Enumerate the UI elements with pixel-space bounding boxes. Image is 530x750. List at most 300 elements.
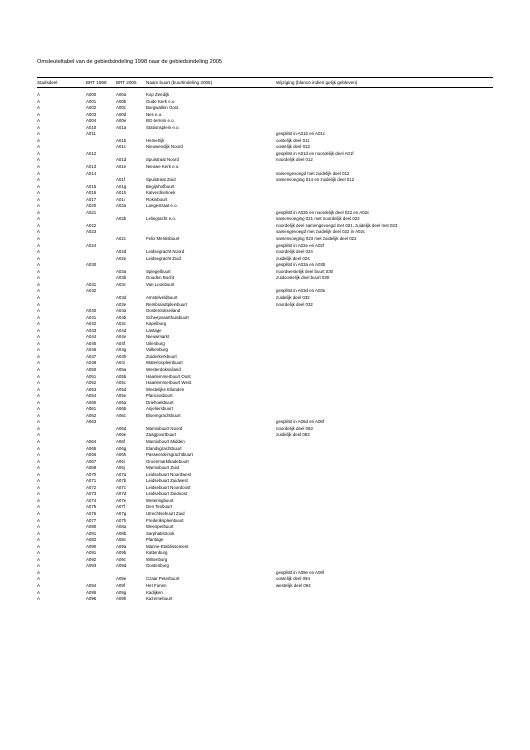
cell-brt-2005: A08c [116,537,127,543]
cell-brt-1998: A053 [86,386,97,392]
cell-brt-1998: A012 [86,150,97,156]
cell-stadsdeel: A [37,255,40,261]
cell-naam-buurt: Leidsegracht Noord [146,249,185,255]
cell-brt-2005: A09f [116,583,126,589]
cell-naam-buurt: Leidsegracht Zuid [146,255,181,261]
cell-wijziging: oostelijk deel 012 [276,144,310,150]
cell-brt-1998: A054 [86,393,97,399]
cell-wijziging: gesplitst in A01d en noordelijk deel A01f [276,150,354,156]
cell-brt-1998: A022 [86,222,97,228]
cell-naam-buurt: Weesperbuurt [146,524,174,530]
cell-brt-2005: A06a [116,399,127,405]
cell-naam-buurt: Marnixbuurt Zuid [146,465,179,471]
cell-brt-2005: A09a [116,543,127,549]
cell-stadsdeel: A [37,583,40,589]
cell-stadsdeel: A [37,92,40,97]
cell-stadsdeel: A [37,301,40,307]
cell-wijziging: samenvoeging 014 en zuidelijk deel 012 [276,177,355,183]
cell-brt-1998: A042 [86,321,97,327]
cell-brt-2005: A03b [116,275,127,281]
cell-brt-2005: A04b [116,314,127,320]
cell-stadsdeel: A [37,229,40,235]
cell-wijziging: oostelijk deel 011 [276,137,310,143]
cell-brt-1998: A051 [86,373,97,379]
cell-stadsdeel: A [37,563,40,569]
cell-brt-2005: A01f [116,177,126,183]
cell-naam-buurt: Van Loonbuurt [146,281,175,287]
cell-brt-2005: A08a [116,524,127,530]
cell-brt-1998: A074 [86,497,97,503]
cell-brt-2005: A04h [116,353,127,359]
cell-brt-2005: A09c [116,556,127,562]
cell-brt-1998: A031 [86,281,97,287]
cell-naam-buurt: Marine-Etablissement [146,543,189,549]
cell-brt-1998: A076 [86,511,97,516]
cell-brt-1998: A045 [86,340,97,346]
cell-naam-buurt: Weteringbuurt [146,497,174,503]
cell-brt-2005: A00d [116,111,127,117]
cell-brt-2005: A01c [116,144,127,150]
table-header [37,77,493,88]
cell-naam-buurt: Den Texbuurt [146,504,173,510]
cell-stadsdeel: A [37,131,40,137]
cell-naam-buurt: Spuistraat Zuid [146,177,176,183]
cell-stadsdeel: A [37,209,40,215]
cell-brt-1998: A032 [86,288,97,294]
cell-brt-2005: A07g [116,511,127,516]
cell-stadsdeel: A [37,543,40,549]
cell-brt-1998: A080 [86,524,97,530]
cell-brt-2005: A06f [116,438,126,444]
header-naam-buurt: Naam buurt (buurtindeling 2005) [146,79,213,85]
cell-naam-buurt: Scheepvaarthuisbuurt [146,314,189,320]
cell-stadsdeel: A [37,314,40,320]
cell-stadsdeel: A [37,321,40,327]
header-brt-2005: BRT 2005 [116,79,137,85]
cell-brt-2005: A09d [116,563,127,569]
cell-brt-2005: A06b [116,406,127,412]
cell-stadsdeel: A [37,550,40,556]
cell-naam-buurt: Waterloopleinbuurt [146,360,183,366]
cell-brt-1998: A090 [86,543,97,549]
cell-naam-buurt: Nieuwendijk Noord [146,144,183,150]
cell-brt-1998: A081 [86,530,97,536]
cell-brt-2005: A07a [116,471,127,477]
cell-brt-1998: A067 [86,458,97,464]
cell-brt-1998: A064 [86,438,97,444]
cell-brt-1998: A063 [86,419,97,425]
cell-brt-2005: A07d [116,491,127,497]
cell-naam-buurt: BG-terrein e.o. [146,118,175,124]
cell-stadsdeel: A [37,425,40,431]
cell-stadsdeel: A [37,497,40,503]
cell-brt-2005: A01e [116,164,127,170]
cell-naam-buurt: Gouden Bocht [146,275,175,281]
cell-stadsdeel: A [37,288,40,294]
cell-naam-buurt: Valkenburg [146,347,168,353]
cell-brt-2005: A03d [116,294,127,300]
cell-naam-buurt: Zuiderkerkbuurt [146,353,177,359]
cell-brt-2005: A02a [116,203,127,209]
cell-wijziging: zuidoostelijk deel buurt 030 [276,275,330,281]
cell-stadsdeel: A [37,275,40,281]
cell-stadsdeel: A [37,452,40,458]
cell-stadsdeel: A [37,458,40,464]
cell-brt-2005: A06j [116,465,125,471]
cell-brt-1998: A075 [86,504,97,510]
header-wijziging: Wijziging (blanco indien gelijk gebleven) [276,79,358,85]
cell-brt-2005: A00b [116,98,127,104]
cell-wijziging: gesplitst in A03a en A03b [276,262,326,268]
cell-naam-buurt: Felix Meritisbuurt [146,236,180,242]
cell-brt-2005: A00c [116,105,127,111]
cell-stadsdeel: A [37,399,40,405]
cell-brt-1998: A043 [86,327,97,333]
cell-brt-2005: A01i [116,196,125,202]
cell-brt-2005: A05a [116,366,127,372]
cell-naam-buurt: Zaagpoortbuurt [146,432,177,438]
cell-stadsdeel: A [37,347,40,353]
cell-brt-1998: A070 [86,471,97,477]
cell-stadsdeel: A [37,380,40,386]
cell-brt-2005: A01b [116,137,127,143]
cell-naam-buurt: Oosterdokseiland [146,308,181,314]
cell-stadsdeel: A [37,144,40,150]
cell-brt-2005: A03a [116,268,127,274]
cell-stadsdeel: A [37,190,40,196]
cell-stadsdeel: A [37,294,40,300]
cell-brt-2005: A07b [116,478,127,484]
cell-brt-1998: A001 [86,98,97,104]
cell-brt-1998: A082 [86,537,97,543]
cell-naam-buurt: Spuistraat Noord [146,157,179,163]
cell-brt-1998: A017 [86,196,97,202]
cell-brt-1998: A000 [86,92,97,97]
cell-brt-2005: A04g [116,347,127,353]
cell-stadsdeel: A [37,576,40,582]
cell-brt-2005: A02d [116,249,127,255]
cell-stadsdeel: A [37,111,40,117]
cell-stadsdeel: A [37,465,40,471]
cell-brt-1998: A048 [86,360,97,366]
cell-wijziging: westelijk deel 094 [276,583,311,589]
cell-stadsdeel: A [37,157,40,163]
cell-wijziging: gesplitst in A09e en A09f [276,569,325,575]
cell-naam-buurt: Plantage [146,537,164,543]
cell-brt-1998: A072 [86,484,97,490]
cell-brt-1998: A061 [86,406,97,412]
cell-brt-2005: A03c [116,281,127,287]
cell-brt-1998: A003 [86,111,97,117]
cell-brt-2005: A01d [116,157,127,163]
cell-brt-2005: A04c [116,321,127,327]
cell-naam-buurt: Burgwallen Oost [146,105,179,111]
cell-naam-buurt: Westelijke Eilanden [146,386,185,392]
cell-stadsdeel: A [37,432,40,438]
cell-wijziging: zuidelijk deel 063 [276,432,310,438]
cell-brt-2005: A09h [116,596,127,602]
cell-brt-1998: A096 [86,596,97,602]
cell-naam-buurt: Bloemgrachtbuurt [146,412,181,418]
cell-brt-2005: A06i [116,458,125,464]
cell-brt-2005: A09g [116,589,127,595]
cell-brt-2005: A09e [116,576,127,582]
cell-brt-2005: A02e [116,255,127,261]
cell-wijziging: samengevoegd met zuidelijk deel 012 [276,170,350,176]
cell-stadsdeel: A [37,406,40,412]
cell-brt-2005: A06c [116,412,127,418]
cell-brt-1998: A091 [86,550,97,556]
cell-naam-buurt: Kadijken [146,589,163,595]
cell-brt-2005: A06d [116,425,127,431]
cell-brt-2005: A05d [116,386,127,392]
cell-brt-1998: A093 [86,563,97,569]
cell-brt-2005: A02b [116,216,127,222]
cell-stadsdeel: A [37,504,40,510]
cell-brt-2005: A07f [116,504,126,510]
cell-brt-2005: A04a [116,308,127,314]
cell-wijziging: zuidelijk deel 032 [276,294,310,300]
cell-naam-buurt: Elandsgrachtbuurt [146,445,182,451]
cell-stadsdeel: A [37,249,40,255]
cell-stadsdeel: A [37,268,40,274]
cell-naam-buurt: Anjeliersbuurt [146,406,173,412]
cell-stadsdeel: A [37,177,40,183]
cell-brt-1998: A023 [86,229,97,235]
cell-stadsdeel: A [37,445,40,451]
cell-stadsdeel: A [37,334,40,340]
cell-naam-buurt: Westerdokseiland [146,366,181,372]
cell-brt-1998: A095 [86,589,97,595]
cell-stadsdeel: A [37,124,40,130]
cell-naam-buurt: Hemelrijk [146,137,165,143]
cell-brt-1998: A020 [86,203,97,209]
cell-wijziging: oostelijk deel 094 [276,576,310,582]
cell-wijziging: noordwestelijk deel buurt 030 [276,268,334,274]
cell-brt-2005: A04f [116,340,126,346]
cell-naam-buurt: Nes e.o. [146,111,163,117]
cell-naam-buurt: Haarlemmerbuurt Oost [146,373,191,379]
cell-brt-2005: A04i [116,360,125,366]
cell-stadsdeel: A [37,281,40,287]
cell-naam-buurt: Marnixbuurt Noord [146,425,183,431]
cell-stadsdeel: A [37,478,40,484]
cell-naam-buurt: Leidsebuurt Noordoost [146,484,191,490]
cell-naam-buurt: Utrechtsebuurt Zuid [146,511,185,516]
cell-brt-2005: A06h [116,452,127,458]
cell-brt-1998: A021 [86,209,97,215]
cell-brt-2005: A03e [116,301,127,307]
cell-stadsdeel: A [37,118,40,124]
cell-wijziging: zuidelijk deel 024 [276,255,310,261]
cell-stadsdeel: A [37,308,40,314]
cell-wijziging: samenvoeging 023 met zuidelijk deel 022 [276,236,357,242]
cell-naam-buurt: Oude Kerk e.o. [146,98,176,104]
cell-naam-buurt: Marnixbuurt Midden [146,438,185,444]
cell-wijziging: samenvoeging 021 met noordelijk deel 022 [276,216,360,222]
cell-stadsdeel: A [37,589,40,595]
cell-stadsdeel: A [37,203,40,209]
cell-naam-buurt: Rembrandtpleinbuurt [146,301,188,307]
cell-stadsdeel: A [37,137,40,143]
cell-brt-2005: A04e [116,334,127,340]
cell-naam-buurt: Amstelveldbuurt [146,294,178,300]
cell-brt-1998: A068 [86,465,97,471]
cell-naam-buurt: Groenmarktkadebuurt [146,458,189,464]
cell-stadsdeel: A [37,170,40,176]
cell-stadsdeel: A [37,216,40,222]
cell-wijziging: gesplitst in A02b en noordelijk deel 022 en A02c [276,209,370,215]
cell-brt-1998: A010 [86,124,97,130]
cell-naam-buurt: Langestraat e.o. [146,203,178,209]
cell-stadsdeel: A [37,353,40,359]
cell-wijziging: noordelijk deel 012 [276,157,313,163]
cell-stadsdeel: A [37,530,40,536]
cell-brt-1998: A071 [86,478,97,484]
cell-brt-1998: A060 [86,399,97,405]
cell-naam-buurt: Kapelburg [146,321,167,327]
cell-naam-buurt: Passeerdersgrachtbuurt [146,452,193,458]
cell-brt-1998: A046 [86,347,97,353]
cell-brt-1998: A040 [86,308,97,314]
cell-stadsdeel: A [37,183,40,189]
cell-naam-buurt: Begijnhofbuurt [146,183,175,189]
cell-brt-2005: A05b [116,373,127,379]
cell-brt-1998: A041 [86,314,97,320]
cell-naam-buurt: Leliegracht e.o. [146,216,177,222]
cell-brt-2005: A08b [116,530,127,536]
cell-naam-buurt: Stationsplein e.o. [146,124,180,130]
cell-brt-2005: A09b [116,550,127,556]
cell-naam-buurt: Kop Zeedijk [146,92,170,97]
cell-brt-1998: A002 [86,105,97,111]
cell-naam-buurt: Sarphatistrook [146,530,175,536]
cell-stadsdeel: A [37,569,40,575]
table-body [37,92,493,603]
cell-stadsdeel: A [37,556,40,562]
cell-brt-1998: A044 [86,334,97,340]
cell-stadsdeel: A [37,196,40,202]
cell-stadsdeel: A [37,340,40,346]
cell-brt-1998: A092 [86,556,97,562]
cell-brt-2005: A05c [116,380,127,386]
cell-naam-buurt: Leidsebuurt Zuidoost [146,491,188,497]
cell-brt-2005: A07e [116,497,127,503]
cell-brt-1998: A050 [86,366,97,372]
cell-wijziging: noordelijk deel 024 [276,249,313,255]
cell-brt-1998: A016 [86,190,97,196]
cell-naam-buurt: Driehoekbuurt [146,399,174,405]
cell-brt-1998: A014 [86,170,97,176]
cell-naam-buurt: Leidsebuurt Noordwest [146,471,192,477]
cell-naam-buurt: Oostenburg [146,563,169,569]
cell-wijziging: gesplitst in A03d en A03e [276,288,326,294]
cell-stadsdeel: A [37,150,40,156]
cell-stadsdeel: A [37,419,40,425]
table-row [37,596,493,603]
cell-wijziging: samengevoegd met zuidelijk deel 022 in A02c [276,229,366,235]
cell-stadsdeel: A [37,242,40,248]
cell-brt-1998: A065 [86,445,97,451]
cell-stadsdeel: A [37,236,40,242]
cell-stadsdeel: A [37,524,40,530]
cell-brt-1998: A047 [86,353,97,359]
cell-stadsdeel: A [37,327,40,333]
cell-brt-2005: A01g [116,183,127,189]
cell-brt-2005: A01h [116,190,127,196]
cell-brt-1998: A015 [86,183,97,189]
cell-stadsdeel: A [37,262,40,268]
cell-stadsdeel: A [37,596,40,602]
cell-brt-1998: A011 [86,131,96,137]
cell-brt-1998: A004 [86,118,97,124]
cell-stadsdeel: A [37,222,40,228]
cell-brt-1998: A077 [86,517,97,523]
cell-naam-buurt: Het Funen [146,583,167,589]
document-title: Omsleuteltabel van de gebiedsindeling 1998 naar de gebiedsindeling 2005 [37,59,223,65]
cell-brt-1998: A052 [86,380,97,386]
cell-brt-1998: A073 [86,491,97,497]
cell-naam-buurt: Nieuwmarkt [146,334,170,340]
cell-naam-buurt: Wittenburg [146,556,168,562]
cell-brt-2005: A06g [116,445,127,451]
cell-stadsdeel: A [37,517,40,523]
cell-brt-2005: A00a [116,92,127,97]
cell-brt-1998: A062 [86,412,97,418]
cell-stadsdeel: A [37,366,40,372]
cell-brt-2005: A00e [116,118,127,124]
cell-naam-buurt: Kazernebuurt [146,596,173,602]
cell-brt-2005: A06e [116,432,127,438]
cell-brt-2005: A07h [116,517,127,523]
cell-brt-1998: A013 [86,164,97,170]
cell-brt-2005: A07c [116,484,127,490]
cell-wijziging: gesplitst in A02e en A02f [276,242,325,248]
cell-brt-1998: A030 [86,262,97,268]
cell-brt-1998: A094 [86,583,97,589]
cell-naam-buurt: Kattenburg [146,550,168,556]
cell-stadsdeel: A [37,393,40,399]
header-stadsdeel: Stadsdeel [37,79,58,85]
cell-naam-buurt: Planciusbuurt [146,393,173,399]
cell-brt-2005: A02c [116,236,127,242]
cell-naam-buurt: Frederikspleinbuurt [146,517,184,523]
cell-stadsdeel: A [37,386,40,392]
cell-naam-buurt: Nieuwe Kerk e.o. [146,164,180,170]
cell-naam-buurt: Spiegelbuurt [146,268,171,274]
cell-brt-2005: A01a [116,124,127,130]
cell-wijziging: gesplitst in A06d en A06f [276,419,325,425]
cell-stadsdeel: A [37,471,40,477]
cell-stadsdeel: A [37,105,40,111]
cell-stadsdeel: A [37,537,40,543]
cell-stadsdeel: A [37,412,40,418]
cell-brt-2005: A05e [116,393,127,399]
cell-stadsdeel: A [37,491,40,497]
cell-wijziging: noordelijk deel 032 [276,301,313,307]
cell-naam-buurt: Rokinbuurt [146,196,168,202]
cell-naam-buurt: Uilenburg [146,340,165,346]
cell-stadsdeel: A [37,484,40,490]
cell-brt-1998: A066 [86,452,97,458]
cell-stadsdeel: A [37,438,40,444]
cell-stadsdeel: A [37,360,40,366]
cell-stadsdeel: A [37,511,40,516]
cell-wijziging: gesplitst in A01b en A01c [276,131,326,137]
cell-stadsdeel: A [37,373,40,379]
cell-wijziging: noordelijk deel samengevoegd met 021, zuidelijk deel met 023 [276,222,398,228]
cell-wijziging: noordelijk deel 063 [276,425,313,431]
